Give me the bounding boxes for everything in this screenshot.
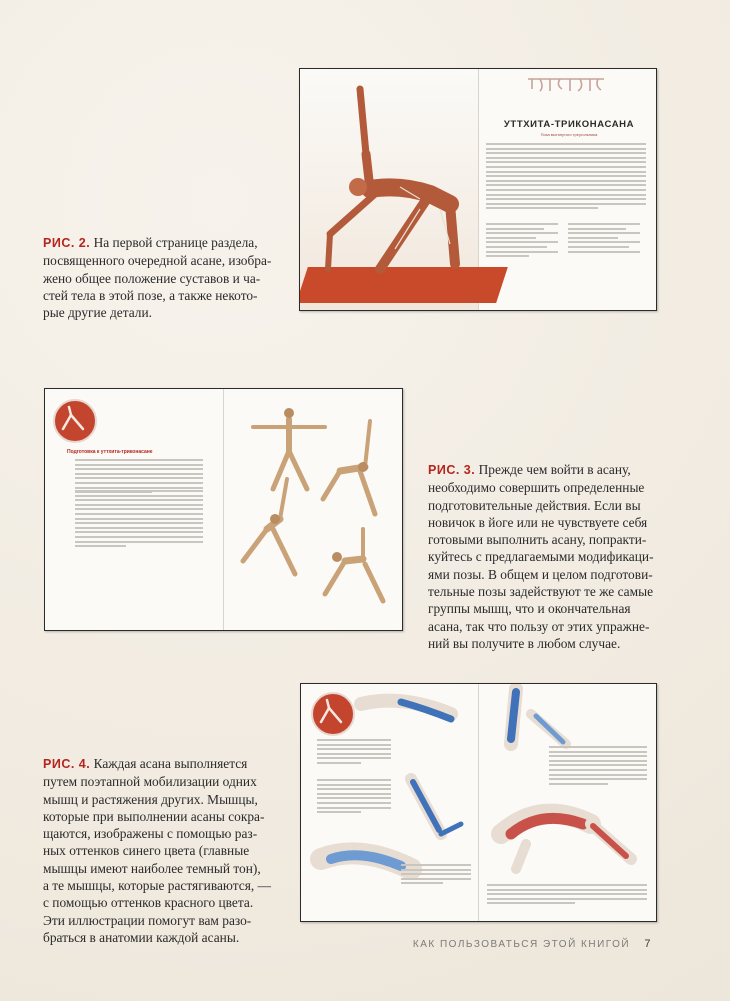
fig2-caption-line: жено общее положение суставов и ча- [43, 270, 261, 286]
figure-2-caption [43, 234, 279, 321]
fig3-caption-line: Прежде чем войти в асану, [478, 462, 631, 477]
figure-3-spread [44, 388, 403, 631]
fig2-caption-line: посвященного очередной асане, изобра- [43, 253, 272, 269]
fig2-caption-line: стей тела в этой позе, а также некото- [43, 287, 258, 303]
fig4-label: РИС. 4. [43, 757, 91, 771]
fig4-caption-line: Эти иллюстрации помогут вам разо- [43, 912, 252, 928]
fig4-text-block-4 [549, 746, 647, 787]
fig4-caption-line: щаются, изображены с помощью раз- [43, 826, 258, 842]
fig3-caption-line: группы мышц, что и окончательная [428, 601, 631, 617]
fig2-list-left [486, 223, 558, 260]
fig3-caption-line: готовыми выполнить асану, попракти- [428, 532, 647, 548]
fig2-caption-line: рые другие детали. [43, 305, 152, 321]
fig4-caption-line: Каждая асана выполняется [93, 756, 248, 771]
fig4-text-block-2 [317, 779, 391, 816]
figure-2-spread [299, 68, 657, 311]
fig3-caption-line: асана, так что пользу от этих упражне- [428, 618, 650, 634]
pose-thumbnail-icon [57, 405, 89, 433]
figure-4-spread [300, 683, 657, 922]
fig2-list-right [568, 223, 640, 255]
fig4-caption-line: браться в анатомии каждой асаны. [43, 929, 240, 945]
fig4-text-block-3 [401, 864, 471, 887]
fig3-caption-line: новичок в йоге или не чувствуете себя [428, 514, 648, 530]
fig4-caption-line: ных оттенков синего цвета (главные [43, 843, 250, 859]
fig3-caption-line: подготовительные действия. Если вы [428, 497, 641, 513]
page-footer [413, 938, 652, 950]
fig2-caption-line: На первой странице раздела, [93, 235, 258, 250]
sanskrit-script [526, 75, 606, 93]
fig3-caption-line: тельные позы задействуют те же самые [428, 584, 654, 600]
fig4-caption-line: мышц и растяжения других. Мышцы, [43, 791, 258, 807]
fig3-body-text-lines-2 [75, 490, 203, 550]
fig4-caption-line: а те мышцы, которые растягиваются, — [43, 878, 271, 894]
page-number: 7 [644, 938, 652, 950]
fig4-text-block-5 [487, 884, 647, 907]
fig3-caption-line: куйтесь с предлагаемыми модификаци- [428, 549, 654, 565]
figure-3-caption [428, 461, 680, 652]
fig3-page-title: Подготовка к уттхита-триконасане [67, 449, 153, 455]
fig2-page-title: УТТХИТА-ТРИКОНАСАНА [503, 119, 635, 130]
running-head: КАК ПОЛЬЗОВАТЬСЯ ЭТОЙ КНИГОЙ [412, 939, 631, 950]
fig4-caption-line: которые при выполнении асаны сокра- [43, 808, 265, 824]
wooden-mannequin-poses [225, 389, 402, 630]
fig2-label: РИС. 2. [43, 236, 91, 250]
fig3-caption-line: необходимо совершить определенные [428, 480, 645, 496]
fig4-caption-line: путем поэтапной мобилизации одних [43, 774, 257, 790]
fig4-caption-line: с помощью оттенков красного цвета. [43, 895, 254, 911]
fig2-body-text-lines [486, 143, 646, 212]
fig4-text-block-1 [317, 739, 391, 767]
fig3-label: РИС. 3. [428, 463, 476, 477]
fig3-caption-line: ями позы. В общем и целом подготови- [428, 566, 653, 582]
fig3-caption-line: ний вы получите в любом случае. [428, 635, 621, 651]
fig2-page-subtitle: Поза вытянутого треугольника [540, 132, 598, 137]
fig4-caption-line: мышцы имеют наиболее темный тон), [43, 860, 261, 876]
figure-4-caption [43, 755, 279, 946]
